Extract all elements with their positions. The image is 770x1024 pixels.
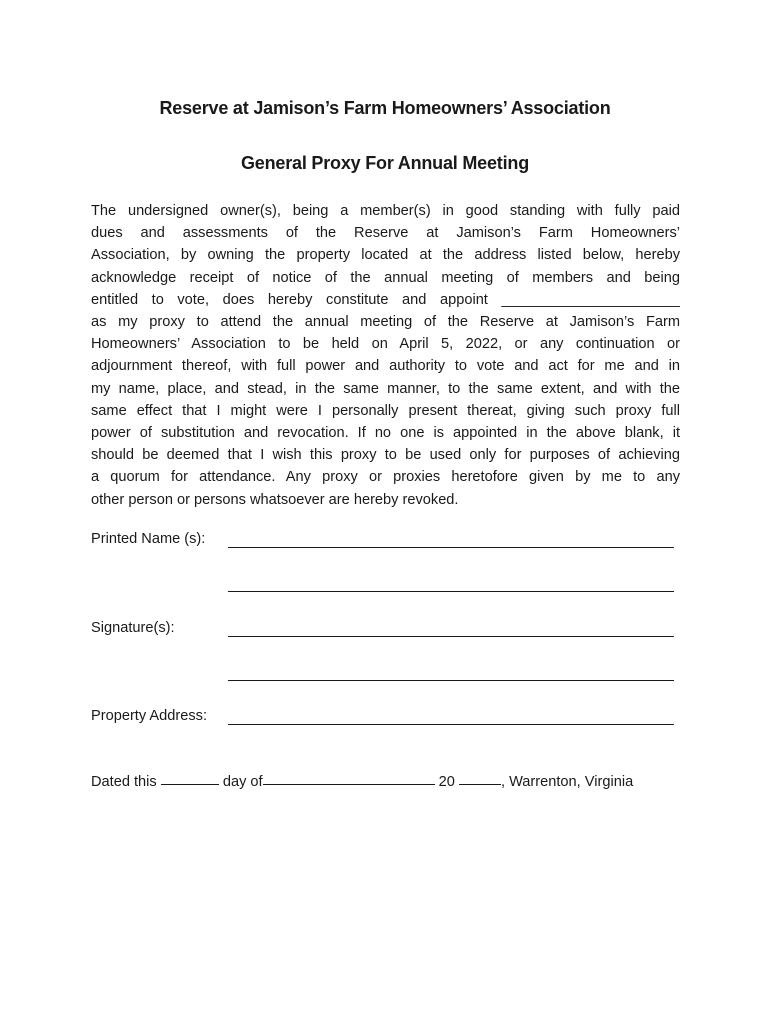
dated-prefix: Dated this [91, 774, 157, 790]
dated-location: , Warrenton, Virginia [500, 774, 634, 790]
body-line: entitled to vote, does hereby constitute and appoint ______________________ [91, 291, 680, 308]
day-blank[interactable] [161, 783, 219, 785]
body-line: power of substitution and revocation. If no one is appointed in the above blank, it [91, 425, 680, 442]
body-line: a quorum for attendance. Any proxy or proxies heretofore given by me to any [91, 469, 680, 486]
body-line: as my proxy to attend the annual meeting of the Reserve at Jamison’s Farm [91, 314, 680, 331]
proxy-body-paragraph [91, 200, 680, 511]
body-line: my name, place, and stead, in the same manner, to the same extent, and with the [91, 380, 680, 397]
body-line: The undersigned owner(s), being a member(s) in good standing with fully paid [91, 203, 680, 219]
printed-name-label: Printed Name (s): [91, 531, 206, 547]
property-address-label: Property Address: [91, 708, 207, 724]
body-line: should be deemed that I wish this proxy to be used only for purposes of achieving [91, 447, 680, 464]
body-line: adjournment thereof, with full power and authority to vote and act for me and in [91, 358, 680, 375]
body-line: acknowledge receipt of notice of the annual meeting of members and being [91, 269, 680, 286]
year-blank[interactable] [459, 783, 501, 785]
signature-label: Signature(s): [91, 620, 175, 636]
body-line: same effect that I might were I personally present thereat, giving such proxy full [91, 402, 680, 419]
document-subtitle: General Proxy For Annual Meeting [241, 153, 529, 173]
printed-name-line-1[interactable] [228, 547, 674, 548]
dated-year-prefix: 20 [438, 774, 455, 790]
month-blank[interactable] [263, 783, 435, 785]
document-title: Reserve at Jamison’s Farm Homeowners’ Association [159, 98, 611, 118]
dated-day-of: day of [222, 774, 263, 790]
body-line: other person or persons whatsoever are hereby revoked. [91, 491, 459, 508]
signature-line-1[interactable] [228, 636, 674, 637]
property-address-line[interactable] [228, 724, 674, 725]
body-line: Homeowners’ Association to be held on April 5, 2022, or any continuation or [91, 336, 680, 353]
printed-name-line-2[interactable] [228, 591, 674, 592]
body-line: dues and assessments of the Reserve at Jamison’s Farm Homeowners’ [91, 225, 680, 242]
dated-line [91, 774, 633, 790]
body-line: Association, by owning the property located at the address listed below, hereby [91, 247, 680, 264]
signature-line-2[interactable] [228, 680, 674, 681]
